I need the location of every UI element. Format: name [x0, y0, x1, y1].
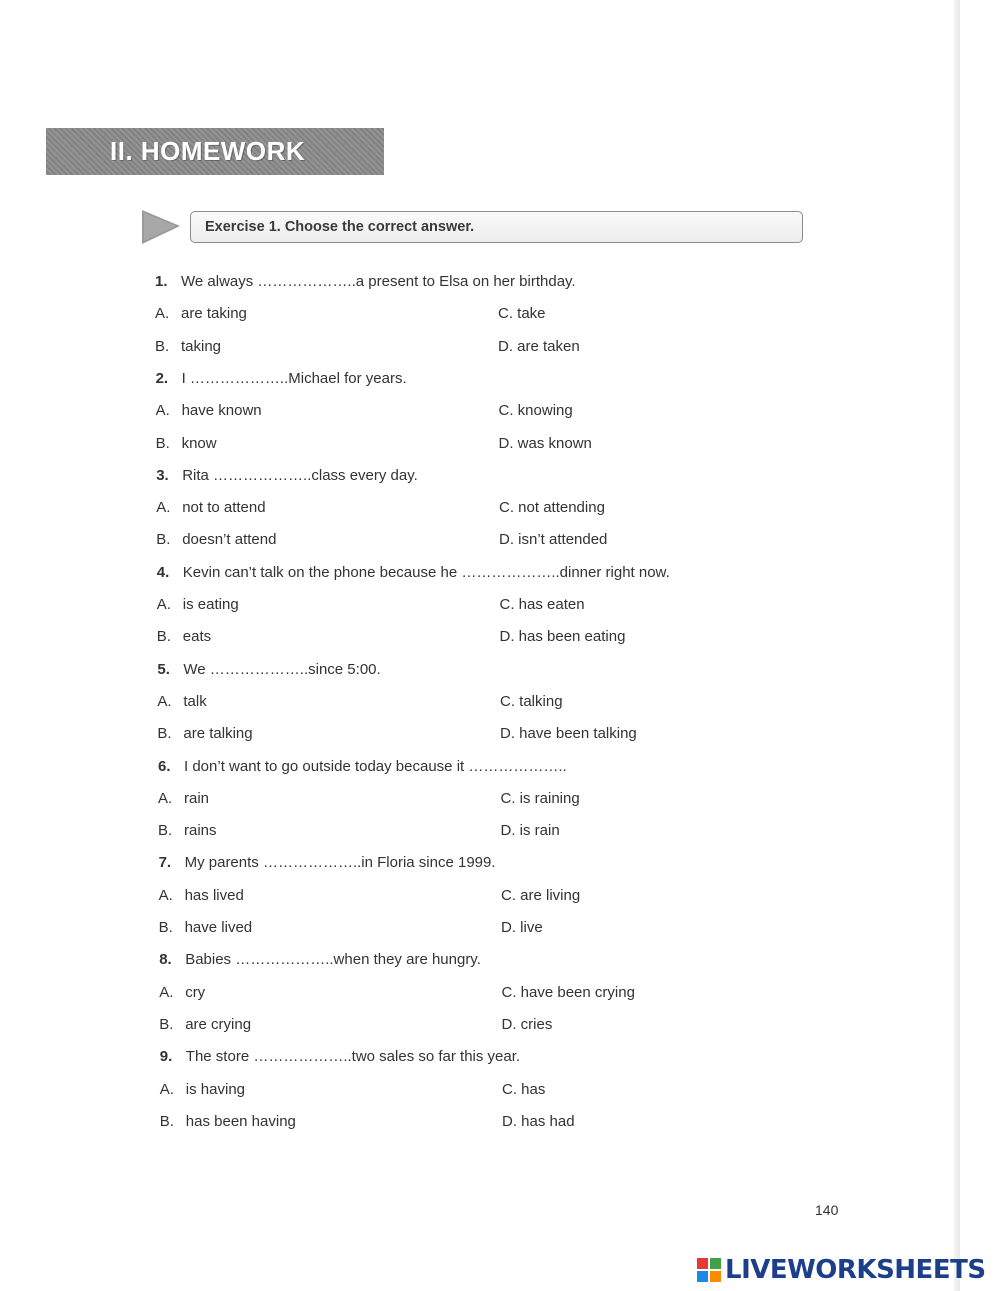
question-number: 5. [157, 660, 170, 678]
liveworksheets-watermark [697, 1254, 986, 1286]
answer-option[interactable] [499, 433, 592, 455]
option-letter: C. [500, 789, 516, 807]
option-letter: C. [502, 1080, 517, 1098]
answer-option[interactable] [156, 497, 265, 519]
option-text: talk [183, 692, 207, 710]
page-edge [954, 0, 960, 1291]
option-letter: B. [156, 531, 171, 549]
question-text: Babies ………………..when they are hungry. [185, 951, 481, 969]
question-text: I ………………..Michael for years. [181, 369, 407, 387]
option-text: have been crying [520, 983, 635, 1001]
answer-option[interactable] [156, 433, 217, 455]
option-letter: C. [499, 596, 515, 613]
option-letter: A. [159, 1080, 174, 1098]
option-letter: B. [157, 725, 172, 743]
option-text: take [517, 305, 546, 323]
option-text: are taking [181, 305, 247, 323]
answer-option[interactable] [155, 336, 221, 358]
question-number: 6. [158, 757, 171, 775]
answer-option[interactable] [158, 788, 209, 810]
question-number: 3. [156, 466, 169, 484]
answer-option[interactable] [501, 917, 543, 939]
question-8 [159, 949, 481, 971]
option-text: has eaten [518, 596, 585, 613]
answer-option[interactable] [502, 1079, 545, 1101]
option-text: has had [521, 1112, 575, 1130]
option-text: know [181, 434, 217, 452]
option-letter: A. [159, 983, 174, 1001]
question-number: 7. [158, 854, 172, 872]
watermark-text: LIVEWORKSHEETS [725, 1255, 986, 1285]
option-letter: B. [158, 822, 173, 840]
option-letter: D. [502, 1112, 517, 1130]
answer-option[interactable] [500, 723, 637, 745]
option-text: talking [519, 692, 563, 710]
question-number: 1. [155, 273, 168, 290]
question-3 [156, 465, 418, 487]
option-letter: D. [501, 919, 516, 936]
answer-option[interactable] [498, 303, 546, 325]
answer-option[interactable] [502, 982, 635, 1004]
answer-option[interactable] [499, 400, 573, 422]
answer-option[interactable] [157, 626, 211, 648]
option-text: is eating [182, 596, 239, 613]
option-letter: D. [499, 628, 515, 646]
option-letter: A. [158, 789, 173, 807]
answer-option[interactable] [502, 1111, 575, 1133]
question-7 [159, 852, 496, 874]
option-text: live [520, 919, 543, 936]
option-text: have been talking [519, 725, 637, 743]
option-text: are crying [185, 1015, 252, 1033]
question-2 [156, 368, 407, 390]
question-text: We always ………………..a present to Elsa on her birthday. [181, 273, 576, 290]
question-5 [157, 659, 380, 681]
option-text: is rain [519, 822, 560, 840]
option-text: rain [184, 789, 210, 807]
option-text: has been having [185, 1112, 296, 1130]
option-letter: A. [156, 596, 171, 613]
page-number: 140 [815, 1202, 839, 1218]
option-letter: D. [500, 822, 516, 840]
question-1 [155, 271, 576, 293]
option-text: was known [517, 434, 592, 452]
option-text: isn’t attended [518, 531, 608, 549]
option-letter: D. [499, 531, 514, 549]
option-letter: D. [500, 725, 515, 743]
option-text: not to attend [182, 499, 266, 517]
option-text: taking [181, 337, 222, 355]
answer-option[interactable] [158, 820, 217, 842]
option-text: is having [185, 1080, 245, 1098]
answer-option[interactable] [501, 885, 580, 907]
option-letter: A. [157, 692, 172, 710]
question-text: We ………………..since 5:00. [183, 660, 381, 678]
question-text: I don’t want to go outside today because it ……………….. [184, 757, 567, 775]
answer-option[interactable] [155, 303, 247, 325]
question-text: The store ………………..two sales so far this year. [185, 1048, 521, 1066]
question-9 [160, 1046, 520, 1068]
option-letter: B. [155, 434, 170, 452]
option-text: doesn’t attend [182, 531, 277, 549]
answer-option[interactable] [500, 626, 626, 648]
question-text: Rita ………………..class every day. [182, 466, 418, 484]
option-letter: D. [498, 434, 514, 452]
arrow-icon [140, 208, 190, 253]
option-letter: B. [159, 1015, 174, 1033]
option-letter: A. [155, 402, 170, 420]
question-number: 9. [159, 1048, 173, 1066]
option-letter: C. [501, 886, 516, 904]
answer-option[interactable] [159, 1014, 251, 1036]
answer-option[interactable] [500, 594, 585, 616]
option-letter: C. [498, 402, 514, 420]
question-text: My parents ………………..in Floria since 1999. [184, 854, 496, 872]
option-text: not attending [518, 499, 605, 517]
answer-option[interactable] [159, 982, 205, 1004]
section-title-text: II. HOMEWORK [110, 136, 306, 166]
liveworksheets-logo-icon [697, 1258, 721, 1282]
option-letter: D. [501, 1015, 517, 1033]
option-letter: A. [155, 305, 170, 323]
answer-option[interactable] [156, 400, 262, 422]
option-letter: B. [155, 337, 170, 355]
answer-option[interactable] [501, 820, 560, 842]
option-text: has lived [184, 886, 244, 904]
option-text: has been eating [518, 628, 626, 646]
answer-option[interactable] [502, 1014, 553, 1036]
option-text: cry [185, 983, 206, 1001]
answer-option[interactable] [160, 1111, 296, 1133]
answer-option[interactable] [499, 529, 607, 551]
question-text: Kevin can’t talk on the phone because he ………………..dinner right now. [182, 563, 670, 581]
question-number: 4. [156, 563, 170, 581]
option-letter: A. [156, 499, 171, 517]
option-text: are taken [517, 337, 580, 355]
option-text: have known [181, 402, 262, 420]
answer-option[interactable] [498, 336, 580, 358]
question-4 [157, 562, 670, 584]
option-text: eats [182, 628, 212, 646]
answer-option[interactable] [157, 691, 206, 713]
section-title [46, 128, 384, 175]
option-letter: C. [499, 499, 514, 517]
option-text: has [521, 1080, 546, 1098]
option-letter: C. [498, 305, 513, 323]
exercise-instruction: Exercise 1. Choose the correct answer. [205, 219, 475, 235]
option-text: are talking [183, 725, 253, 743]
question-number: 8. [159, 951, 172, 969]
option-letter: C. [500, 692, 515, 710]
option-text: cries [520, 1015, 553, 1033]
answer-option[interactable] [501, 788, 580, 810]
question-number: 2. [155, 369, 169, 387]
exercise-instruction-bar [190, 211, 803, 243]
option-letter: A. [158, 886, 173, 904]
option-text: rains [184, 822, 217, 840]
option-letter: C. [501, 983, 517, 1001]
answer-option[interactable] [157, 594, 239, 616]
option-letter: D. [498, 337, 513, 355]
option-letter: B. [156, 628, 171, 646]
option-text: have lived [184, 919, 253, 936]
option-letter: B. [159, 1112, 174, 1130]
answer-option[interactable] [160, 1079, 245, 1101]
option-text: is raining [519, 789, 580, 807]
answer-option[interactable] [500, 691, 563, 713]
answer-option[interactable] [157, 723, 252, 745]
answer-option[interactable] [499, 497, 605, 519]
answer-option[interactable] [159, 885, 244, 907]
option-text: are living [520, 886, 581, 904]
answer-option[interactable] [159, 917, 253, 939]
option-text: knowing [517, 402, 573, 420]
question-6 [158, 756, 567, 778]
answer-option[interactable] [156, 529, 276, 551]
option-letter: B. [158, 919, 173, 936]
